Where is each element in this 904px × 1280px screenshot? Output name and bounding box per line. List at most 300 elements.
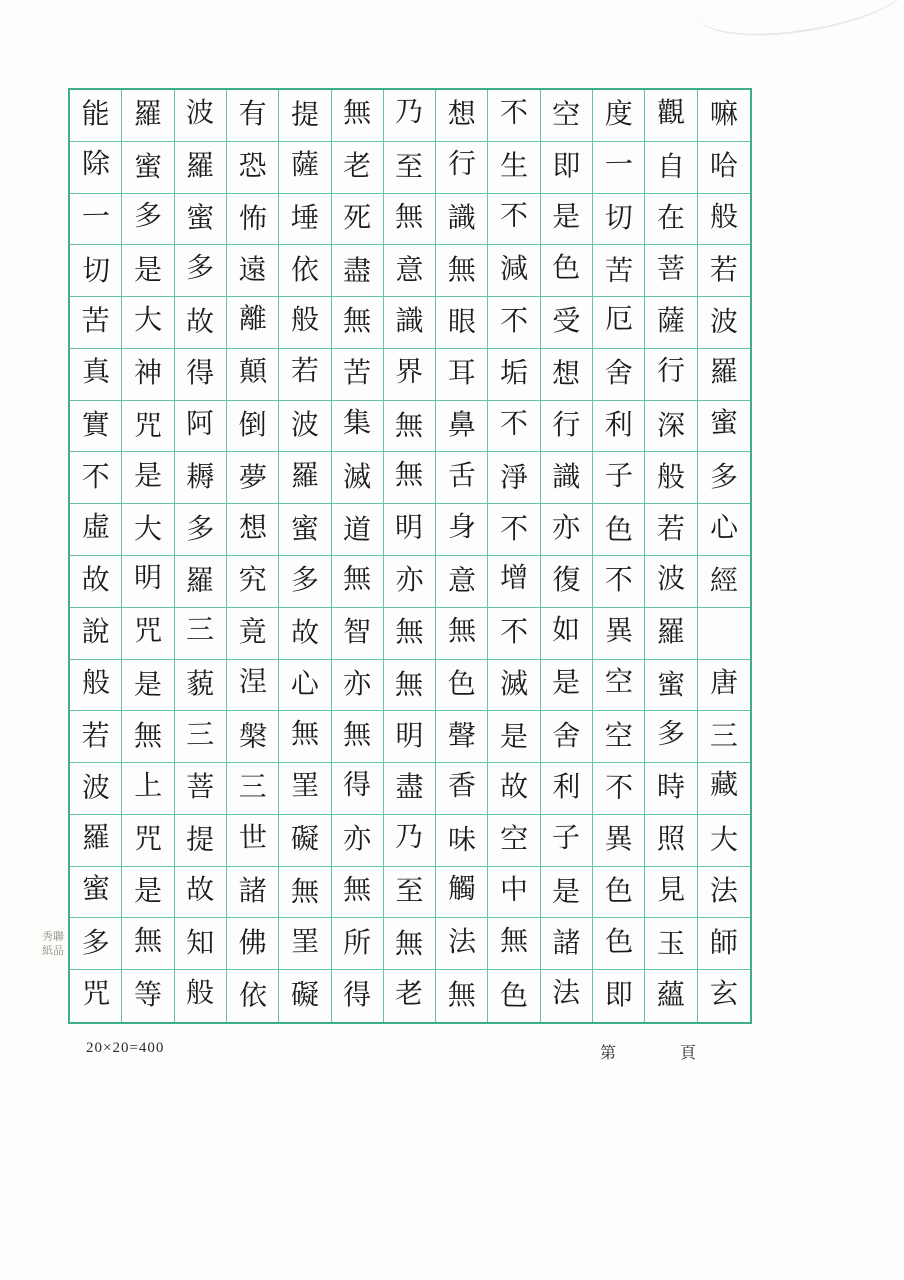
page-suffix-label: 頁 — [680, 1043, 697, 1062]
grid-cell — [332, 660, 384, 712]
grid-cell — [436, 452, 488, 504]
grid-cell — [541, 867, 593, 919]
grid-cell — [332, 556, 384, 608]
grid-cell — [279, 815, 331, 867]
handwritten-character: 無 — [499, 923, 529, 957]
handwritten-character: 咒 — [133, 408, 163, 443]
grid-cell — [332, 504, 384, 556]
handwritten-character: 能 — [81, 97, 110, 131]
grid-cell — [70, 142, 122, 194]
handwritten-character: 若 — [657, 511, 686, 545]
grid-cell — [384, 90, 436, 142]
grid-cell — [541, 90, 593, 142]
handwritten-character: 無 — [290, 716, 320, 750]
grid-cell — [645, 90, 697, 142]
handwritten-character: 玄 — [709, 976, 739, 1011]
handwritten-character: 若 — [709, 252, 738, 286]
grid-cell — [541, 660, 593, 712]
grid-cell — [436, 970, 488, 1022]
grid-cell — [593, 815, 645, 867]
handwritten-character: 顛 — [238, 354, 267, 389]
handwritten-character: 無 — [395, 457, 424, 491]
handwritten-character: 耨 — [186, 459, 215, 493]
grid-cell — [436, 918, 488, 970]
handwritten-character: 罣 — [290, 769, 320, 803]
grid-cell — [541, 918, 593, 970]
handwritten-character: 不 — [500, 511, 529, 545]
grid-cell — [541, 194, 593, 246]
grid-cell — [175, 608, 227, 660]
handwritten-character: 故 — [185, 872, 215, 907]
grid-cell — [593, 763, 645, 815]
grid-cell — [436, 815, 488, 867]
grid-cell — [227, 297, 279, 349]
grid-cell — [122, 401, 174, 453]
grid-cell — [279, 660, 331, 712]
grid-cell — [70, 401, 122, 453]
handwritten-character: 羅 — [709, 354, 739, 389]
grid-cell — [541, 608, 593, 660]
handwritten-character: 無 — [342, 96, 372, 130]
grid-cell — [593, 194, 645, 246]
handwritten-character: 亦 — [343, 822, 372, 856]
handwritten-character: 薩 — [290, 147, 320, 182]
handwritten-character: 盡 — [342, 253, 372, 287]
grid-cell — [384, 660, 436, 712]
handwritten-character: 識 — [552, 459, 581, 493]
handwritten-character: 唐 — [709, 665, 739, 700]
grid-cell — [488, 918, 540, 970]
handwritten-character: 空 — [604, 664, 633, 699]
grid-cell — [332, 608, 384, 660]
grid-cell — [70, 556, 122, 608]
handwritten-character: 法 — [709, 874, 738, 908]
grid-cell — [279, 556, 331, 608]
grid-cell — [122, 815, 174, 867]
grid-cell — [698, 297, 750, 349]
grid-cell — [541, 556, 593, 608]
handwritten-character: 蜜 — [186, 200, 215, 234]
grid-cell — [698, 815, 750, 867]
handwritten-character: 乃 — [395, 820, 424, 854]
grid-cell — [541, 401, 593, 453]
grid-cell — [279, 608, 331, 660]
grid-cell — [436, 194, 488, 246]
handwritten-character: 藐 — [186, 666, 215, 700]
grid-cell — [279, 142, 331, 194]
handwritten-character: 般 — [709, 199, 739, 234]
handwritten-character: 老 — [343, 149, 372, 183]
grid-cell — [70, 763, 122, 815]
handwritten-character: 見 — [656, 872, 686, 907]
grid-cell — [175, 90, 227, 142]
handwritten-character: 波 — [185, 96, 215, 130]
grid-cell — [541, 970, 593, 1022]
grid-cell — [70, 194, 122, 246]
grid-cell — [122, 194, 174, 246]
handwritten-character: 是 — [133, 667, 163, 702]
handwritten-character: 虛 — [81, 509, 110, 543]
handwritten-character: 死 — [343, 200, 372, 234]
handwritten-character: 不 — [499, 406, 529, 441]
grid-cell — [70, 711, 122, 763]
handwritten-character: 空 — [500, 822, 529, 856]
grid-cell — [384, 815, 436, 867]
grid-cell — [436, 608, 488, 660]
handwritten-character: 所 — [343, 925, 372, 959]
grid-cell — [332, 349, 384, 401]
handwritten-character: 無 — [343, 304, 372, 338]
handwritten-character: 亦 — [552, 510, 581, 544]
handwritten-character: 利 — [604, 408, 633, 442]
handwritten-character: 色 — [552, 250, 581, 284]
handwritten-character: 埵 — [290, 200, 319, 234]
handwritten-character: 想 — [447, 97, 476, 131]
handwritten-character: 得 — [186, 356, 215, 390]
handwritten-character: 槃 — [238, 719, 267, 753]
paper-brand-mark: 秀聯紙品 — [42, 930, 64, 957]
handwritten-character: 切 — [81, 253, 110, 287]
handwritten-character: 是 — [133, 252, 162, 286]
grid-cell — [645, 504, 697, 556]
grid-cell — [593, 660, 645, 712]
handwritten-character: 多 — [186, 250, 215, 284]
grid-cell — [227, 504, 279, 556]
handwritten-character: 乃 — [395, 95, 424, 129]
handwritten-character: 大 — [133, 511, 162, 545]
grid-cell — [175, 297, 227, 349]
handwritten-character: 涅 — [238, 664, 267, 699]
manuscript-grid-sheet — [68, 88, 752, 1024]
handwritten-character: 淨 — [499, 460, 529, 495]
grid-cell — [122, 452, 174, 504]
handwritten-character: 故 — [186, 305, 215, 339]
handwritten-character: 多 — [709, 459, 738, 493]
grid-cell — [227, 608, 279, 660]
grid-cell — [332, 815, 384, 867]
grid-cell — [227, 401, 279, 453]
grid-cell — [541, 763, 593, 815]
handwritten-character: 苦 — [81, 304, 110, 338]
grid-cell — [384, 452, 436, 504]
grid-cell — [593, 401, 645, 453]
handwritten-character: 神 — [133, 356, 162, 390]
handwritten-character: 意 — [447, 564, 477, 598]
grid-cell — [227, 867, 279, 919]
handwritten-character: 諸 — [238, 874, 267, 908]
handwritten-character: 多 — [186, 511, 215, 545]
handwritten-character: 羅 — [290, 458, 320, 493]
handwritten-character: 阿 — [185, 406, 215, 441]
handwritten-character: 波 — [81, 771, 110, 805]
grid-cell — [436, 349, 488, 401]
handwritten-character: 厄 — [604, 302, 633, 336]
handwritten-character: 咒 — [133, 822, 162, 856]
handwritten-character: 蘊 — [657, 978, 686, 1012]
grid-cell — [488, 401, 540, 453]
grid-cell — [698, 660, 750, 712]
handwritten-character: 咒 — [81, 976, 110, 1011]
grid-cell — [332, 970, 384, 1022]
handwritten-character: 蜜 — [81, 871, 110, 906]
grid-cell — [332, 867, 384, 919]
grid-cell — [122, 763, 174, 815]
grid-cell — [488, 763, 540, 815]
grid-cell — [227, 245, 279, 297]
handwritten-character: 行 — [656, 354, 686, 388]
grid-cell — [593, 918, 645, 970]
grid-cell — [436, 763, 488, 815]
grid-cell — [541, 245, 593, 297]
handwritten-character: 深 — [656, 408, 686, 443]
handwritten-character: 般 — [290, 303, 320, 337]
grid-cell — [227, 194, 279, 246]
handwritten-character: 不 — [500, 615, 529, 649]
grid-cell — [698, 401, 750, 453]
grid-cell — [227, 349, 279, 401]
grid-cell — [175, 142, 227, 194]
grid-cell — [175, 867, 227, 919]
handwritten-character: 是 — [552, 199, 581, 234]
handwritten-character: 智 — [343, 615, 372, 649]
handwritten-character: 眼 — [447, 305, 477, 339]
handwritten-character: 竟 — [238, 615, 267, 649]
handwritten-character: 照 — [657, 822, 686, 856]
grid-cell — [436, 90, 488, 142]
grid-cell — [488, 349, 540, 401]
handwritten-character: 如 — [552, 613, 581, 647]
grid-cell — [436, 401, 488, 453]
grid-cell — [70, 297, 122, 349]
grid-cell — [541, 711, 593, 763]
handwritten-character: 羅 — [133, 97, 162, 131]
grid-cell — [698, 763, 750, 815]
handwritten-character: 苦 — [604, 253, 633, 287]
handwritten-character: 明 — [395, 718, 424, 752]
grid-cell — [122, 349, 174, 401]
handwritten-character: 空 — [604, 718, 633, 752]
handwritten-character: 上 — [133, 769, 163, 803]
grid-cell — [175, 815, 227, 867]
grid-cell — [384, 504, 436, 556]
grid-cell — [227, 763, 279, 815]
handwritten-character: 羅 — [657, 615, 686, 649]
handwritten-character: 恐 — [238, 149, 267, 183]
grid-cell — [70, 918, 122, 970]
handwritten-character: 哈 — [709, 149, 738, 183]
grid-cell — [384, 245, 436, 297]
handwritten-character: 不 — [604, 563, 633, 597]
page-prefix-label: 第 — [600, 1043, 617, 1062]
grid-cell — [175, 452, 227, 504]
handwritten-character: 想 — [238, 510, 267, 544]
handwritten-character: 蜜 — [656, 667, 686, 702]
handwritten-character: 故 — [81, 563, 110, 597]
handwritten-character: 不 — [499, 96, 529, 130]
grid-cell — [698, 608, 750, 660]
grid-cell — [645, 194, 697, 246]
handwritten-character: 蜜 — [133, 149, 163, 184]
grid-cell — [541, 504, 593, 556]
grid-cell — [384, 867, 436, 919]
grid-cell — [279, 918, 331, 970]
handwritten-character: 異 — [604, 822, 633, 856]
grid-cell — [436, 660, 488, 712]
grid-cell — [175, 763, 227, 815]
grid-cell — [279, 711, 331, 763]
handwritten-character: 提 — [290, 98, 320, 132]
handwritten-character: 行 — [552, 408, 581, 442]
grid-cell — [175, 504, 227, 556]
handwritten-character: 是 — [499, 719, 529, 753]
handwritten-character: 無 — [395, 667, 424, 702]
grid-cell — [593, 608, 645, 660]
handwritten-character: 得 — [343, 978, 372, 1012]
handwritten-character: 波 — [656, 562, 686, 596]
handwritten-character: 無 — [395, 926, 424, 961]
grid-cell — [175, 245, 227, 297]
handwritten-character: 倒 — [238, 408, 267, 442]
grid-cell — [227, 452, 279, 504]
grid-cell — [70, 245, 122, 297]
grid-cell — [227, 918, 279, 970]
handwritten-character: 師 — [709, 925, 738, 959]
handwritten-character: 舍 — [552, 718, 581, 752]
handwritten-character: 得 — [343, 768, 372, 802]
handwritten-character: 經 — [709, 564, 739, 598]
grid-cell — [332, 918, 384, 970]
grid-cell — [279, 452, 331, 504]
grid-cell — [279, 504, 331, 556]
handwritten-character: 色 — [447, 666, 476, 700]
grid-cell — [279, 90, 331, 142]
grid-cell — [70, 867, 122, 919]
handwritten-character: 苦 — [343, 356, 372, 390]
grid-cell — [279, 349, 331, 401]
handwritten-character: 多 — [81, 925, 110, 959]
grid-cell — [593, 867, 645, 919]
grid-cell — [175, 401, 227, 453]
grid-cell — [645, 297, 697, 349]
grid-cell — [384, 194, 436, 246]
grid-cell — [698, 194, 750, 246]
handwritten-character: 不 — [81, 459, 110, 493]
grid-cell — [279, 245, 331, 297]
grid-cell — [384, 349, 436, 401]
handwritten-character: 耳 — [447, 356, 476, 390]
grid-cell — [645, 142, 697, 194]
grid-cell — [175, 660, 227, 712]
grid-cell — [593, 452, 645, 504]
grid-cell — [70, 452, 122, 504]
grid-cell — [175, 711, 227, 763]
handwritten-character: 受 — [552, 304, 581, 338]
handwritten-character: 是 — [133, 874, 162, 908]
handwritten-character: 三 — [709, 718, 738, 752]
handwritten-character: 無 — [447, 252, 476, 286]
grid-cell — [436, 556, 488, 608]
grid-cell — [175, 970, 227, 1022]
grid-cell — [279, 297, 331, 349]
handwritten-character: 子 — [552, 820, 581, 855]
handwritten-character: 識 — [447, 200, 476, 234]
grid-cell — [698, 556, 750, 608]
handwritten-character: 三 — [238, 770, 267, 804]
handwritten-character: 羅 — [186, 564, 215, 598]
grid-cell — [698, 90, 750, 142]
grid-cell — [70, 349, 122, 401]
handwritten-character: 薩 — [657, 304, 686, 338]
handwritten-character: 無 — [395, 615, 424, 649]
handwritten-character: 自 — [656, 149, 686, 184]
grid-cell — [384, 711, 436, 763]
handwritten-character: 菩 — [656, 251, 686, 286]
grid-cell — [384, 763, 436, 815]
handwritten-character: 蜜 — [290, 511, 319, 545]
handwritten-character: 空 — [552, 98, 581, 132]
handwritten-character: 無 — [342, 562, 372, 596]
handwritten-character: 世 — [238, 820, 267, 855]
handwritten-character: 老 — [395, 976, 424, 1011]
handwritten-character: 觸 — [447, 871, 476, 906]
grid-cell — [593, 349, 645, 401]
handwritten-character: 界 — [395, 354, 424, 389]
handwritten-character: 色 — [499, 978, 529, 1013]
grid-cell — [122, 660, 174, 712]
grid-cell — [279, 763, 331, 815]
handwritten-character: 復 — [552, 563, 581, 597]
grid-cell — [436, 245, 488, 297]
handwritten-character: 明 — [395, 510, 424, 544]
handwritten-character: 大 — [133, 303, 163, 337]
handwritten-character: 若 — [290, 354, 320, 388]
handwritten-character: 玉 — [656, 926, 686, 961]
grid-cell — [488, 867, 540, 919]
grid-cell — [488, 245, 540, 297]
handwritten-character: 度 — [604, 97, 633, 131]
handwritten-character: 是 — [552, 665, 581, 700]
handwritten-character: 無 — [342, 717, 372, 752]
handwritten-character: 故 — [500, 770, 529, 804]
handwritten-character: 多 — [133, 198, 163, 233]
grid-cell — [70, 970, 122, 1022]
handwritten-character: 知 — [186, 925, 215, 959]
handwritten-character: 一 — [81, 199, 110, 234]
handwritten-character: 多 — [290, 563, 319, 597]
handwritten-character: 舌 — [447, 458, 477, 493]
handwritten-character: 不 — [604, 771, 633, 805]
grid-cell — [332, 401, 384, 453]
handwritten-character: 若 — [81, 718, 110, 752]
grid-cell — [698, 245, 750, 297]
grid-cell — [698, 142, 750, 194]
handwritten-character: 嘛 — [709, 97, 738, 131]
grid-cell — [645, 970, 697, 1022]
grid-cell — [279, 401, 331, 453]
handwritten-character: 波 — [290, 408, 319, 442]
grid-cell — [645, 452, 697, 504]
grid-cell — [541, 297, 593, 349]
handwritten-character: 三 — [185, 717, 215, 752]
grid-cell — [227, 711, 279, 763]
handwritten-character: 道 — [342, 512, 372, 546]
handwritten-character: 羅 — [81, 820, 110, 855]
handwritten-character: 生 — [500, 149, 529, 183]
handwritten-character: 心 — [290, 666, 319, 700]
handwritten-character: 多 — [656, 716, 686, 750]
grid-cell — [698, 504, 750, 556]
handwritten-character: 行 — [447, 147, 476, 181]
